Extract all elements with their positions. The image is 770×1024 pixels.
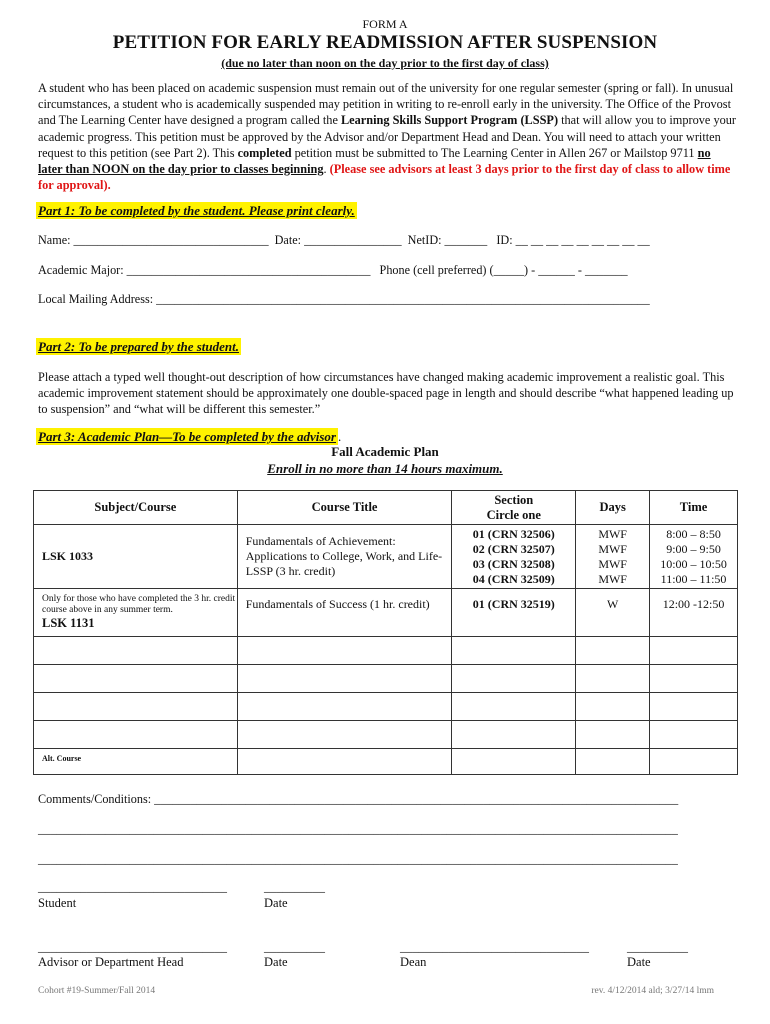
table-header-row: [34, 491, 738, 525]
page-title: PETITION FOR EARLY READMISSION AFTER SUSPENSION: [112, 32, 658, 53]
empty-table-row[interactable]: [34, 721, 738, 749]
subject-cell: Only for those who have completed the 3 hr. credit course above in any summer term. LSK 1131: [34, 589, 238, 637]
days-cell: MWF MWF MWF MWF: [576, 525, 650, 589]
alt-course-label: Alt. Course: [42, 754, 82, 763]
section-option[interactable]: 01 (CRN 32519): [452, 589, 576, 637]
date-label: Date: [264, 896, 288, 910]
course-title-cell: Fundamentals of Achievement: Applications to College, Work, and Life-LSSP (3 hr. credit): [237, 525, 452, 589]
dean-label: Dean: [400, 955, 427, 969]
footer-revision: rev. 4/12/2014 ald; 3/27/14 lmm: [591, 986, 714, 996]
header-section: Section Circle one: [452, 491, 576, 525]
header-subject: Subject/Course: [34, 491, 238, 525]
empty-table-row[interactable]: [34, 637, 738, 665]
student-label: Student: [38, 896, 77, 910]
date-label: Date: [264, 955, 288, 969]
empty-table-row[interactable]: [34, 665, 738, 693]
part1-heading: Part 1: To be completed by the student. Please print clearly.: [38, 203, 355, 218]
comments-line-3[interactable]: _________________________________________________________________________________________________________: [38, 852, 678, 866]
advisor-label: Advisor or Department Head: [38, 955, 184, 969]
advisor-date-line[interactable]: __________: [264, 940, 325, 954]
academic-plan-table: [33, 490, 738, 775]
part2-heading: Part 2: To be prepared by the student.: [38, 339, 240, 354]
comments-line[interactable]: Comments/Conditions: ______________________________________________________________________________________: [38, 792, 679, 806]
form-label: FORM A: [362, 17, 408, 31]
time-cell: 8:00 – 8:50 9:00 – 9:50 10:00 – 10:50 11:00 – 11:50: [650, 525, 738, 589]
time-cell: 12:00 -12:50: [650, 589, 738, 637]
page-subtitle: (due no later than noon on the day prior to the first day of class): [221, 56, 549, 70]
course-title-cell: Fundamentals of Success (1 hr. credit): [237, 589, 452, 637]
dean-date-line[interactable]: __________: [627, 940, 688, 954]
part2-text: Please attach a typed well thought-out description of how circumstances have changed making academic improvement a realistic goal. This academic improvement statement should be approximately one double-spaced page in length and should describe “what happened leading up to suspension” and “what will be different this semester.”: [38, 370, 734, 416]
date-label: Date: [627, 955, 651, 969]
table-row: [34, 589, 738, 637]
plan-subtitle: Enroll in no more than 14 hours maximum.: [267, 461, 503, 476]
days-cell: W: [576, 589, 650, 637]
subject-cell: LSK 1033: [34, 525, 238, 589]
major-phone-line[interactable]: Academic Major: ________________________________________ Phone (cell preferred) (_____) - ______ - _______: [38, 263, 628, 277]
section-option[interactable]: 02 (CRN 32507): [472, 541, 555, 556]
empty-table-row[interactable]: [34, 693, 738, 721]
comments-line-2[interactable]: _________________________________________________________________________________________________________: [38, 822, 678, 836]
advisor-signature-line[interactable]: _______________________________: [38, 940, 227, 954]
part3-heading: Part 3: Academic Plan—To be completed by the advisor .: [38, 429, 342, 444]
intro-paragraph: A student who has been placed on academic suspension must remain out of the university for one regular semester (spring or fall). In unusual circumstances, a student who is academically suspended may petition in writing to re-enroll early in the university. The Office of the Provost and The Learning Center have designed a program called the Learning Skills Support Program (LSSP) that will allow you to improve your academic progress. This petition must be approved by the Advisor and/or Department Head and Dean. You will need to attach your written request to this petition (see Part 2). This completed petition must be submitted to The Learning Center in Allen 267 or Mailstop 9711 no later than NOON on the day prior to classes beginning. (Please see advisors at least 3 days prior to the first day of class to allow time for approval).: [38, 81, 736, 193]
student-date-line[interactable]: __________: [264, 880, 325, 894]
name-date-id-line[interactable]: Name: ________________________________ Date: ________________ NetID: _______ ID: __ __ __ __ __ __ __ __ __: [38, 233, 650, 247]
alt-course-row[interactable]: [34, 749, 738, 775]
section-option[interactable]: 03 (CRN 32508): [472, 556, 555, 571]
header-time: Time: [650, 491, 738, 525]
dean-signature-line[interactable]: _______________________________: [400, 940, 589, 954]
header-course-title: Course Title: [237, 491, 452, 525]
section-cell[interactable]: [452, 525, 576, 589]
mailing-address-line[interactable]: Local Mailing Address: _________________________________________________________________________________: [38, 292, 650, 306]
course-note: Only for those who have completed the 3 hr. credit course above in any summer term.: [42, 594, 236, 615]
student-signature-line[interactable]: _______________________________: [38, 880, 227, 894]
footer-cohort: Cohort #19-Summer/Fall 2014: [38, 986, 156, 996]
table-row: [34, 525, 738, 589]
section-option[interactable]: 01 (CRN 32506): [472, 526, 555, 541]
plan-title: Fall Academic Plan: [331, 444, 439, 459]
section-option[interactable]: 04 (CRN 32509): [472, 571, 555, 586]
header-days: Days: [576, 491, 650, 525]
